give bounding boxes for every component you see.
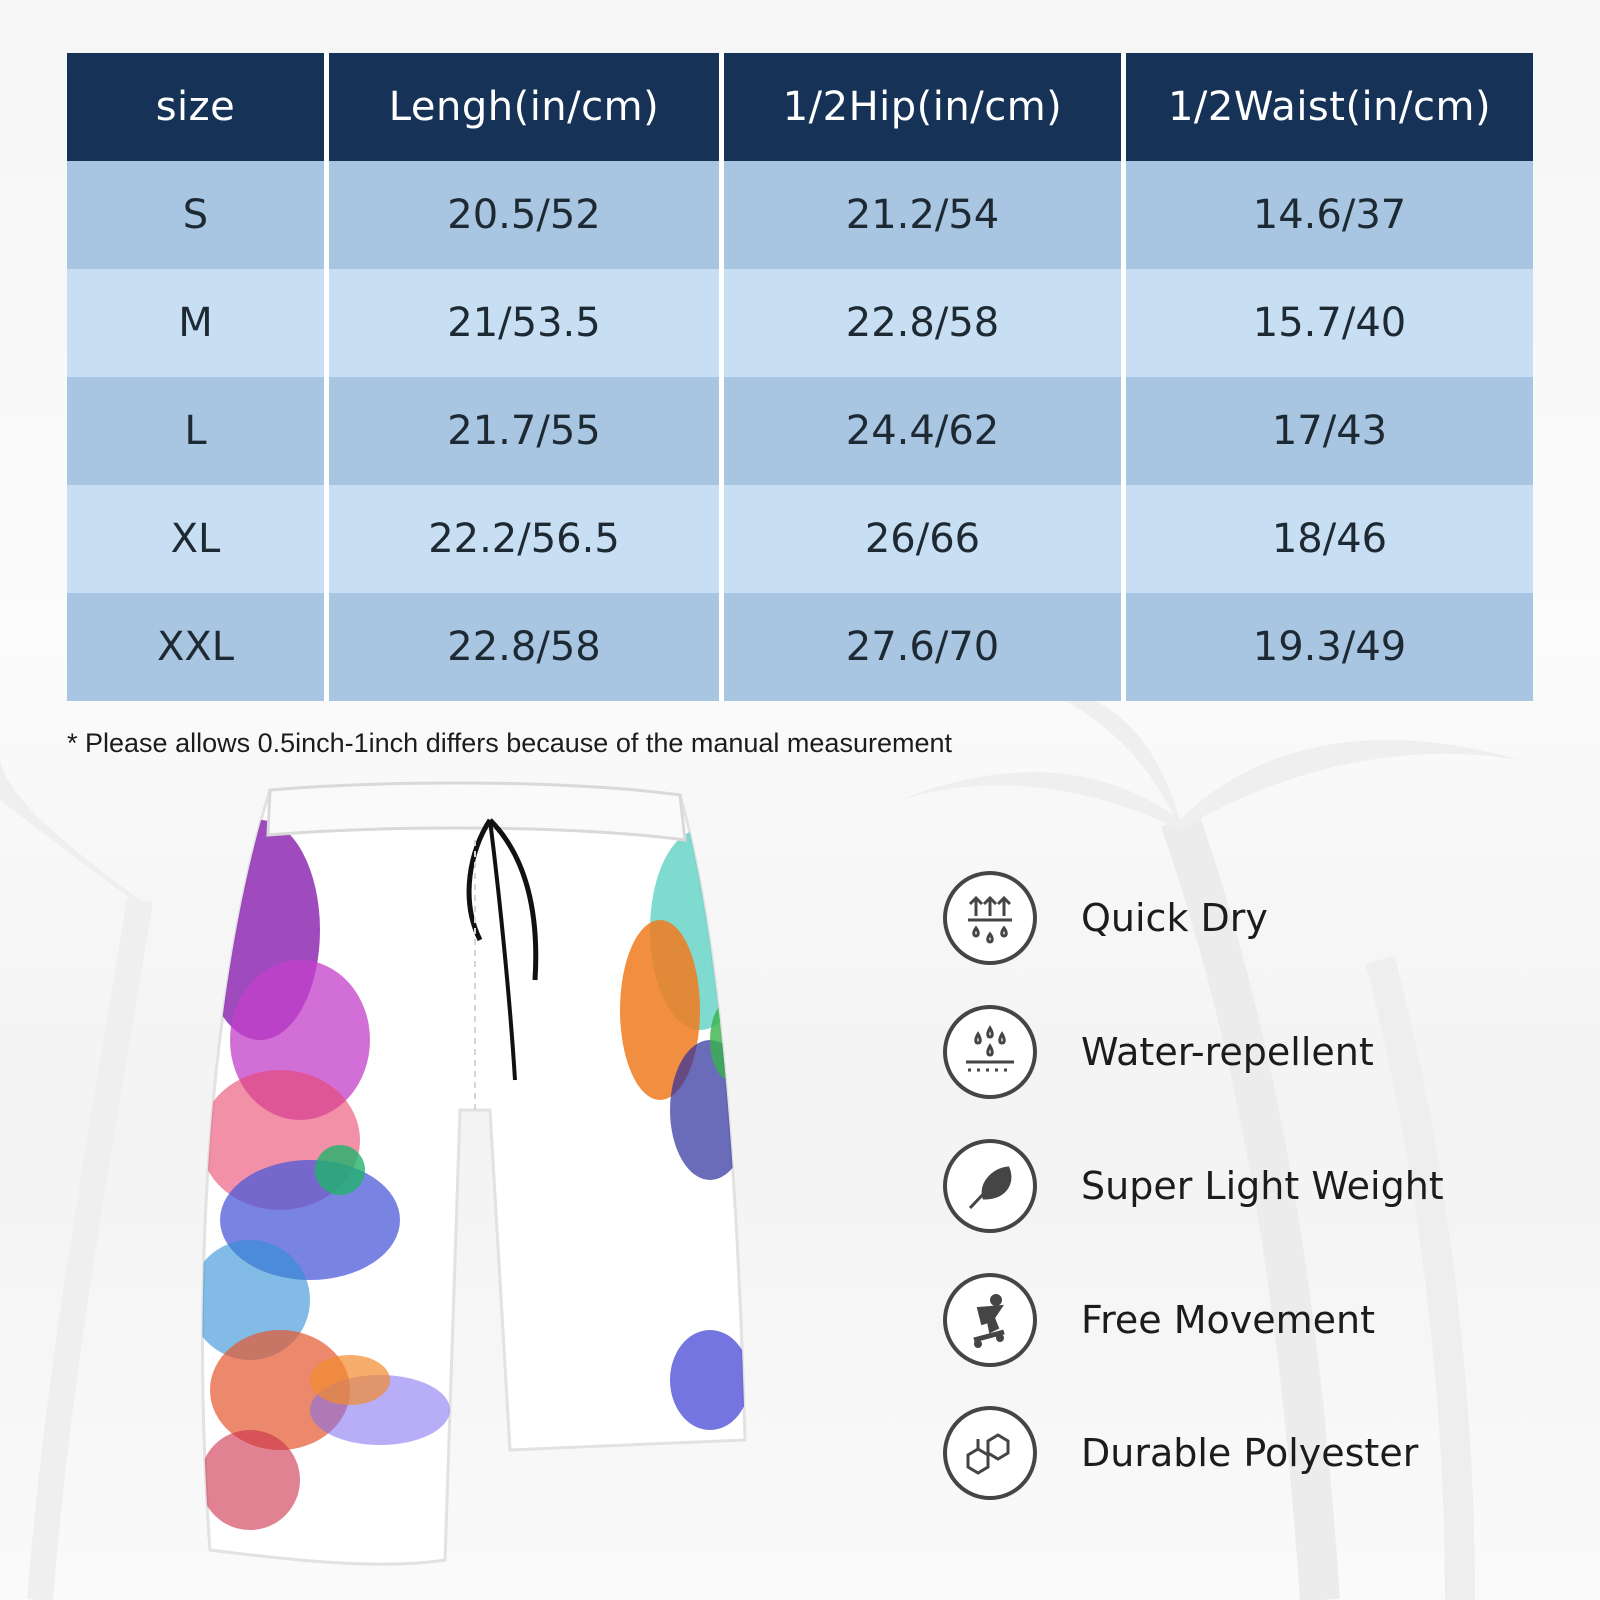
table-cell: S: [67, 161, 329, 269]
header-size: size: [67, 53, 329, 161]
header-length: Lengh(in/cm): [329, 53, 724, 161]
table-row: [67, 377, 1533, 485]
feather-icon: [943, 1139, 1037, 1233]
feature-quick-dry: [943, 870, 1503, 966]
table-cell: 22.2/56.5: [329, 485, 724, 593]
table-cell: 14.6/37: [1126, 161, 1533, 269]
feature-label: Free Movement: [1081, 1298, 1375, 1342]
table-cell: 21/53.5: [329, 269, 724, 377]
feature-light-weight: [943, 1138, 1503, 1234]
quick-dry-icon: [943, 871, 1037, 965]
feature-label: Quick Dry: [1081, 896, 1268, 940]
header-half-waist: 1/2Waist(in/cm): [1126, 53, 1533, 161]
size-chart-table: [67, 53, 1533, 701]
feature-water-repellent: [943, 1004, 1503, 1100]
measurement-note: * Please allows 0.5inch-1inch differs because of the manual measurement: [67, 728, 953, 758]
table-row: [67, 485, 1533, 593]
board-shorts-image: [190, 780, 760, 1580]
table-cell: XXL: [67, 593, 329, 701]
feature-label: Durable Polyester: [1081, 1431, 1419, 1475]
table-header-row: [67, 53, 1533, 161]
table-cell: 24.4/62: [724, 377, 1126, 485]
table-row: [67, 593, 1533, 701]
table-cell: 21.2/54: [724, 161, 1126, 269]
table-row: [67, 161, 1533, 269]
table-cell: M: [67, 269, 329, 377]
table-cell: 22.8/58: [329, 593, 724, 701]
table-cell: XL: [67, 485, 329, 593]
table-cell: 18/46: [1126, 485, 1533, 593]
table-cell: L: [67, 377, 329, 485]
table-cell: 22.8/58: [724, 269, 1126, 377]
water-repellent-icon: [943, 1005, 1037, 1099]
table-cell: 27.6/70: [724, 593, 1126, 701]
feature-label: Super Light Weight: [1081, 1164, 1444, 1208]
skateboarder-icon: [943, 1273, 1037, 1367]
feature-free-movement: [943, 1272, 1503, 1368]
table-row: [67, 269, 1533, 377]
table-cell: 21.7/55: [329, 377, 724, 485]
table-cell: 19.3/49: [1126, 593, 1533, 701]
table-cell: 17/43: [1126, 377, 1533, 485]
table-cell: 20.5/52: [329, 161, 724, 269]
table-cell: 15.7/40: [1126, 269, 1533, 377]
polyester-molecule-icon: [943, 1406, 1037, 1500]
header-half-hip: 1/2Hip(in/cm): [724, 53, 1126, 161]
feature-label: Water-repellent: [1081, 1030, 1374, 1074]
table-cell: 26/66: [724, 485, 1126, 593]
feature-durable-polyester: [943, 1405, 1503, 1501]
